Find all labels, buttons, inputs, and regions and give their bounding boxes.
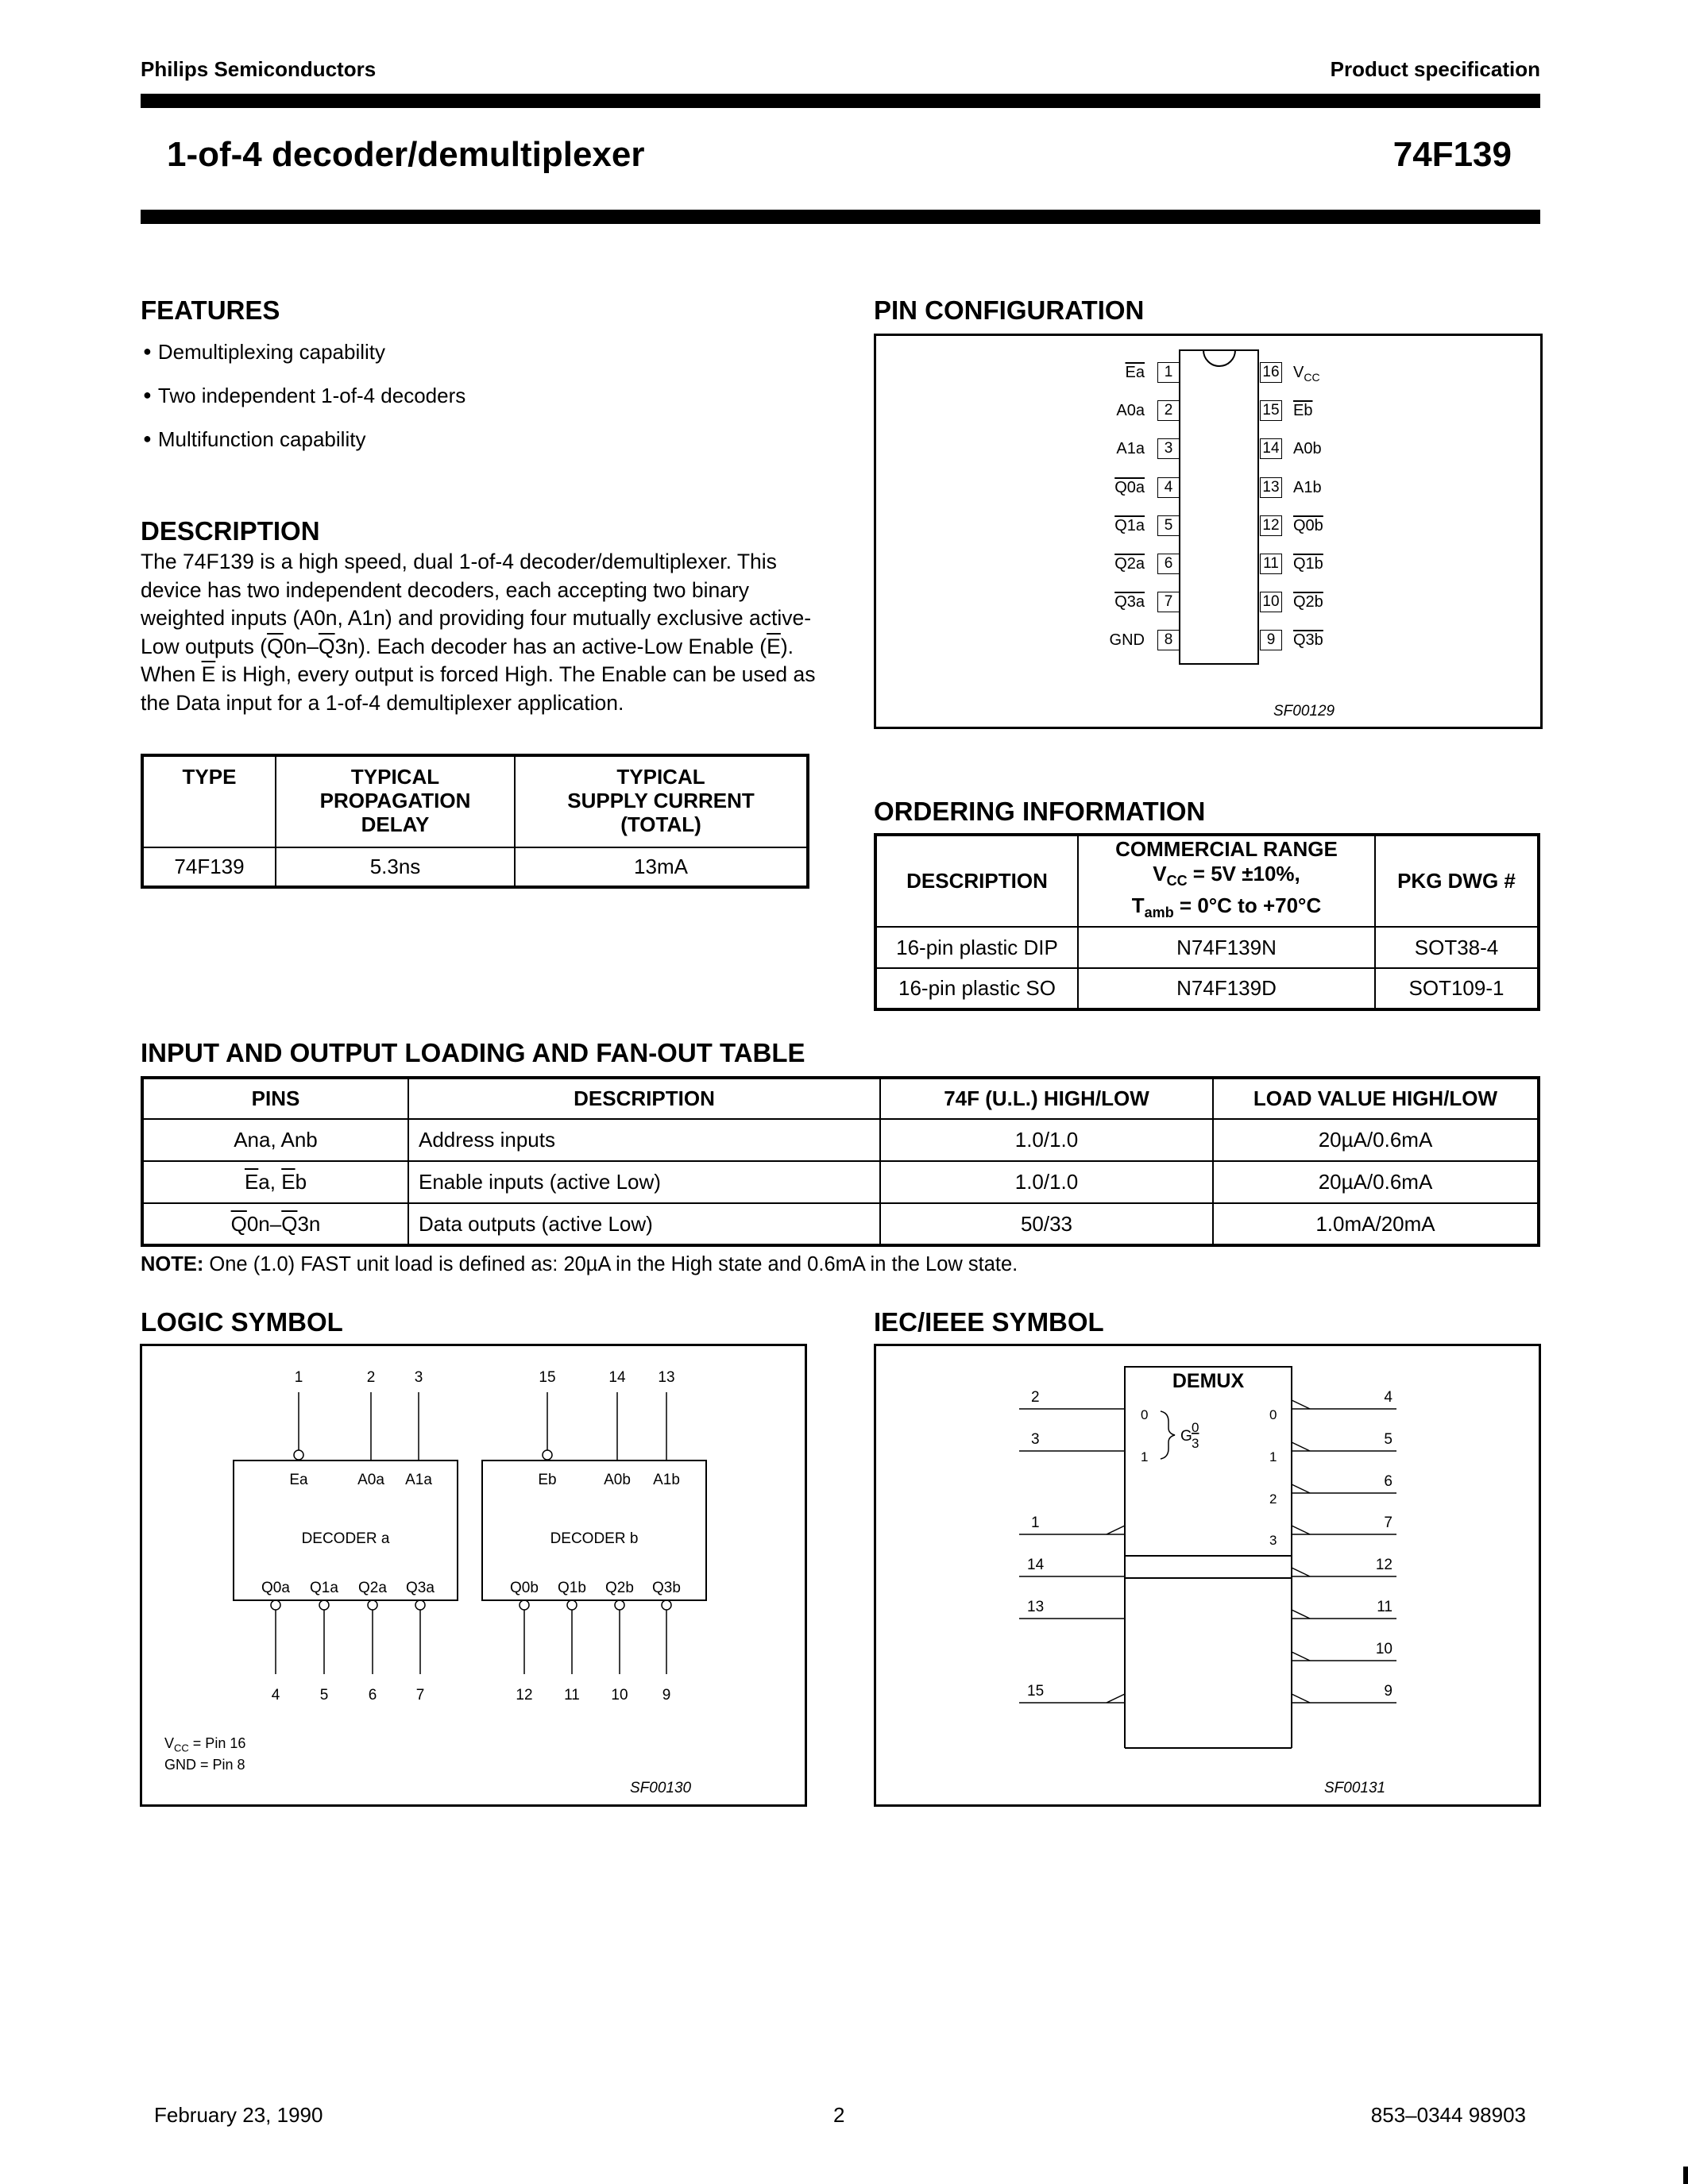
- title-rule: [141, 210, 1540, 224]
- pin-number-box: 8: [1157, 630, 1180, 650]
- pin-label: A0b: [1293, 440, 1322, 458]
- pin-number-box: 3: [1157, 438, 1180, 459]
- loading-cell: 50/33: [880, 1203, 1213, 1245]
- pin-number: 2: [366, 1369, 376, 1386]
- pin-label: A1b: [1293, 478, 1322, 496]
- logic-symbol-box: [140, 1344, 807, 1807]
- page-number: 2: [833, 2103, 845, 2127]
- decoder-a-input: A0a: [357, 1472, 384, 1488]
- pin-label: Q2b: [1293, 593, 1323, 612]
- pin-number: 10: [1375, 1641, 1393, 1657]
- loading-pins-header: PINS: [142, 1078, 408, 1119]
- demux-select: 1: [1141, 1449, 1149, 1464]
- pin-config-box: [874, 334, 1543, 729]
- g-label: G: [1180, 1428, 1192, 1445]
- ordering-cell: SOT109-1: [1375, 968, 1539, 1009]
- decoder-b-label: DECODER b: [550, 1530, 639, 1547]
- demux-output-index: 1: [1269, 1449, 1277, 1464]
- loading-cell: 1.0/1.0: [880, 1161, 1213, 1203]
- demux-output-index: 3: [1269, 1533, 1277, 1548]
- pin-number: 1: [294, 1369, 303, 1386]
- pin-number-box: 9: [1260, 630, 1282, 650]
- pin-number-box: 16: [1260, 362, 1282, 383]
- iec-symbol-heading: IEC/IEEE SYMBOL: [874, 1307, 1104, 1337]
- pin-number: 11: [564, 1687, 580, 1704]
- decoder-a-output: Q2a: [358, 1580, 387, 1596]
- pin-label: $V_{CC}$: [1293, 364, 1320, 384]
- pin-number-box: 4: [1157, 477, 1180, 498]
- power-note: $V_{CC}$ = Pin 16 GND = Pin 8: [164, 1735, 246, 1773]
- doc-type: Product specification: [1330, 57, 1540, 81]
- type-cell: 74F139: [142, 847, 276, 887]
- pin-number: 12: [516, 1687, 533, 1704]
- type-table: [141, 754, 809, 889]
- decoder-a-output: Q3a: [406, 1580, 435, 1596]
- pin-number: 7: [1384, 1515, 1393, 1531]
- pin-label: Q2a: [1114, 555, 1145, 573]
- pin-number: 12: [1375, 1557, 1393, 1573]
- pin-number: 14: [608, 1369, 626, 1386]
- feature-item: ● Two independent 1-of-4 decoders: [143, 384, 465, 408]
- logic-symbol-ref: SF00130: [630, 1780, 692, 1796]
- footer-code: 853–0344 98903: [1370, 2103, 1526, 2127]
- pin-config-heading: PIN CONFIGURATION: [874, 295, 1145, 325]
- pin-number-box: 11: [1260, 554, 1282, 574]
- loading-cell: $\overline{Q}0n-\overline{Q}3n$: [142, 1203, 408, 1245]
- pin-number-box: 15: [1260, 400, 1282, 421]
- pin-number: 3: [414, 1369, 423, 1386]
- demux-output-index: 2: [1269, 1491, 1277, 1507]
- loading-cell: Data outputs (active Low): [408, 1203, 880, 1245]
- pin-label: Q0a: [1114, 478, 1145, 496]
- loading-load-header: LOAD VALUE HIGH/LOW: [1213, 1078, 1539, 1119]
- loading-cell: 20µA/0.6mA: [1213, 1119, 1539, 1161]
- decoder-b-output: Q3b: [652, 1580, 681, 1596]
- description-heading: DESCRIPTION: [141, 516, 320, 546]
- loading-cell: 1.0mA/20mA: [1213, 1203, 1539, 1245]
- loading-cell: 20µA/0.6mA: [1213, 1161, 1539, 1203]
- decoder-b-output: Q1b: [558, 1580, 586, 1596]
- pin-label: Q1b: [1293, 555, 1323, 573]
- decoder-a-input: A1a: [405, 1472, 432, 1488]
- pin-label: $\overline{Ea}$: [1125, 364, 1145, 381]
- loading-cell: 1.0/1.0: [880, 1119, 1213, 1161]
- pin-number: 15: [1027, 1683, 1045, 1700]
- corner-mark: [1683, 2167, 1688, 2184]
- decoder-a-label: DECODER a: [301, 1530, 390, 1547]
- pin-number-box: 10: [1260, 592, 1282, 612]
- pin-label: Q3a: [1114, 593, 1145, 612]
- g-label-top: 0: [1192, 1420, 1199, 1435]
- pin-number-box: 5: [1157, 515, 1180, 536]
- demux-select: 0: [1141, 1407, 1149, 1422]
- delay-cell: 5.3ns: [276, 847, 515, 887]
- pin-number: 4: [271, 1687, 280, 1704]
- pin-number-box: 7: [1157, 592, 1180, 612]
- pin-number: 13: [658, 1369, 675, 1386]
- loading-heading: INPUT AND OUTPUT LOADING AND FAN-OUT TABLE: [141, 1038, 805, 1067]
- pin-number: 7: [415, 1687, 425, 1704]
- pin-label: Q3b: [1293, 631, 1323, 650]
- ordering-desc-header: DESCRIPTION: [875, 835, 1078, 927]
- feature-item: ● Multifunction capability: [143, 427, 365, 452]
- pin-number: 6: [1384, 1473, 1393, 1490]
- pin-number: 13: [1027, 1599, 1045, 1615]
- loading-cell: Ana, Anb: [142, 1119, 408, 1161]
- loading-desc-header: DESCRIPTION: [408, 1078, 880, 1119]
- ordering-cell: N74F139N: [1078, 927, 1375, 968]
- pin-number: 2: [1031, 1389, 1040, 1406]
- decoder-a-output: Q1a: [310, 1580, 338, 1596]
- dip-package: [876, 336, 1540, 727]
- type-header: TYPE: [142, 755, 276, 847]
- decoder-a-output: Q0a: [261, 1580, 290, 1596]
- pin-number: 14: [1027, 1557, 1045, 1573]
- decoder-b-input: A1b: [653, 1472, 680, 1488]
- pin-number-box: 12: [1260, 515, 1282, 536]
- delay-header: TYPICAL PROPAGATION DELAY: [276, 755, 515, 847]
- pin-number: 15: [539, 1369, 556, 1386]
- footer-date: February 23, 1990: [154, 2103, 323, 2127]
- pin-number: 10: [611, 1687, 628, 1704]
- ordering-cell: SOT38-4: [1375, 927, 1539, 968]
- pin-number: 9: [662, 1687, 671, 1704]
- pin-number: 6: [368, 1687, 377, 1704]
- feature-item: ● Demultiplexing capability: [143, 340, 385, 365]
- demux-title: DEMUX: [1172, 1370, 1245, 1392]
- loading-cell: Enable inputs (active Low): [408, 1161, 880, 1203]
- current-header: TYPICAL SUPPLY CURRENT (TOTAL): [515, 755, 808, 847]
- loading-cell: Address inputs: [408, 1119, 880, 1161]
- pin-number-box: 14: [1260, 438, 1282, 459]
- ordering-table: [874, 833, 1540, 1011]
- pin-number: 9: [1384, 1683, 1393, 1700]
- ordering-cell: 16-pin plastic DIP: [875, 927, 1078, 968]
- top-rule: [141, 94, 1540, 108]
- ordering-pkg-header: PKG DWG #: [1375, 835, 1539, 927]
- pin-number-box: 13: [1260, 477, 1282, 498]
- features-heading: FEATURES: [141, 295, 280, 325]
- pin-number-box: 6: [1157, 554, 1180, 574]
- ordering-cell: 16-pin plastic SO: [875, 968, 1078, 1009]
- company-name: Philips Semiconductors: [141, 57, 377, 81]
- loading-ul-header: 74F (U.L.) HIGH/LOW: [880, 1078, 1213, 1119]
- part-number: 74F139: [1393, 135, 1512, 174]
- pin-label: A1a: [1116, 440, 1145, 458]
- pin-number: 11: [1377, 1599, 1393, 1615]
- pin-number: 3: [1031, 1431, 1040, 1448]
- pin-label: A0a: [1116, 402, 1145, 420]
- iec-symbol-ref: SF00131: [1324, 1780, 1386, 1796]
- loading-cell: $\overline{E}a$, $\overline{E}b$: [142, 1161, 408, 1203]
- decoder-b-output: Q0b: [510, 1580, 539, 1596]
- pin-label: Q0b: [1293, 516, 1323, 534]
- loading-note: NOTE: One (1.0) FAST unit load is defined as: 20µA in the High state and 0.6mA in the Low state.: [141, 1253, 1018, 1275]
- ordering-cell: N74F139D: [1078, 968, 1375, 1009]
- decoder-b-input: A0b: [604, 1472, 631, 1488]
- pin-number: 5: [1384, 1431, 1393, 1448]
- decoder-a-input: Ea: [289, 1472, 308, 1488]
- iec-symbol-box: [874, 1344, 1541, 1807]
- demux-output-index: 0: [1269, 1407, 1277, 1422]
- decoder-b-output: Q2b: [605, 1580, 634, 1596]
- pin-number: 4: [1384, 1389, 1393, 1406]
- iec-symbol-diagram: [876, 1346, 1539, 1804]
- pin-label: $\overline{Eb}$: [1293, 402, 1313, 420]
- loading-table: [141, 1076, 1540, 1247]
- description-text: The 74F139 is a high speed, dual 1-of-4 decoder/demultiplexer. This device has two independent decoders, each accepting two binary weighted inputs (A0n, A1n) and providing four mutually exclusive active-Low outputs $(\overline{Q}0n-\overline{Q}3n)$. Each decoder has an active-Low Enable $(\overline{E})$. When $\overline{E}$ is High, every output is forced High. The Enable can be used as the Data input for a 1-of-4 demultiplexer application.: [141, 550, 816, 715]
- pin-label: GND: [1109, 631, 1145, 650]
- pin-number: 1: [1031, 1515, 1040, 1531]
- pin-number-box: 2: [1157, 400, 1180, 421]
- page-title: 1-of-4 decoder/demultiplexer: [167, 135, 645, 174]
- current-cell: 13mA: [515, 847, 808, 887]
- logic-symbol-heading: LOGIC SYMBOL: [141, 1307, 343, 1337]
- g-label-bottom: 3: [1192, 1436, 1199, 1451]
- pin-label: Q1a: [1114, 516, 1145, 534]
- ordering-heading: ORDERING INFORMATION: [874, 797, 1206, 826]
- decoder-b-input: Eb: [538, 1472, 557, 1488]
- ordering-range-header: COMMERCIAL RANGE $V_{CC} = 5V \pm 10\%$, $T_{amb} = 0^\circ C$ to +70°C: [1078, 835, 1375, 927]
- pin-config-ref: SF00129: [1273, 703, 1335, 720]
- pin-number-box: 1: [1157, 362, 1180, 383]
- pin-number: 5: [319, 1687, 329, 1704]
